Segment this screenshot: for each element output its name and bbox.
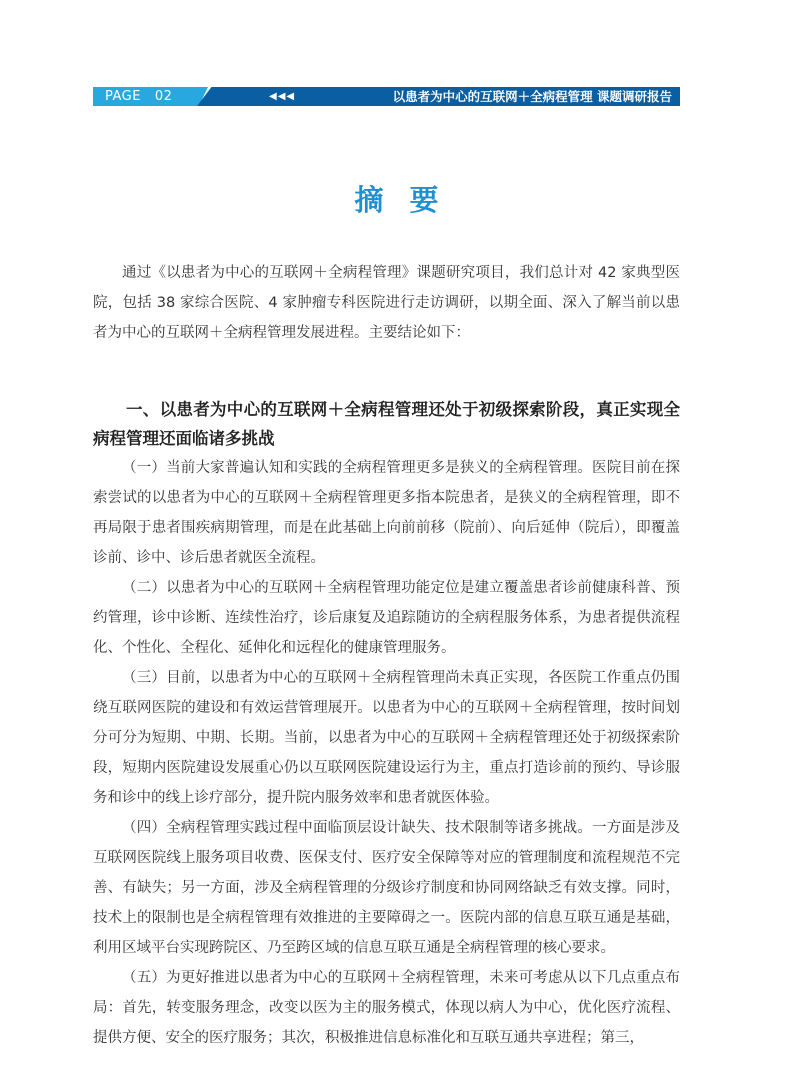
page-header xyxy=(93,87,680,106)
intro-paragraph: 通过《以患者为中心的互联网＋全病程管理》课题研究项目，我们总计对 42 家典型医院，包括 38 家综合医院、4 家肿瘤专科医院进行走访调研，以期全面、深入了解当前以患者为中心的互联网＋全病程管理发展进程。主要结论如下： xyxy=(93,265,681,341)
paragraph-5: （五）为更好推进以患者为中心的互联网＋全病程管理，未来可考虑从以下几点重点布局：首先，转变服务理念，改变以医为主的服务模式，体现以病人为中心，优化医疗流程、提供方便、安全的医疗服务；其次，积极推进信息标准化和互联互通共享进程；第三， xyxy=(93,970,680,1046)
report-title: 以患者为中心的互联网＋全病程管理 课题调研报告 xyxy=(392,89,672,104)
page-number-label: PAGE 02 xyxy=(105,89,173,104)
paragraph-2: （二）以患者为中心的互联网＋全病程管理功能定位是建立覆盖患者诊前健康科普、预约管理，诊中诊断、连续性治疗，诊后康复及追踪随访的全病程服务体系，为患者提供流程化、个性化、全程化、延伸化和远程化的健康管理服务。 xyxy=(93,580,680,656)
page-title: 摘要 xyxy=(354,183,465,217)
paragraph-3: （三）目前，以患者为中心的互联网＋全病程管理尚未真正实现，各医院工作重点仍围绕互联网医院的建设和有效运营管理展开。以患者为中心的互联网＋全病程管理，按时间划分可分为短期、中期、长期。当前，以患者为中心的互联网＋全病程管理还处于初级探索阶段，短期内医院建设发展重心仍以互联网医院建设运行为主，重点打造诊前的预约、导诊服务和诊中的线上诊疗部分，提升院内服务效率和患者就医体验。 xyxy=(93,670,680,806)
paragraph-4: （四）全病程管理实践过程中面临顶层设计缺失、技术限制等诸多挑战。一方面是涉及互联网医院线上服务项目收费、医保支付、医疗安全保障等对应的管理制度和流程规范不完善、有缺失；另一方面，涉及全病程管理的分级诊疗制度和协同网络缺乏有效支撑。同时，技术上的限制也是全病程管理有效推进的主要障碍之一。医院内部的信息互联互通是基础，利用区域平台实现跨院区、乃至跨区域的信息互联互通是全病程管理的核心要求。 xyxy=(93,820,680,956)
abstract-body xyxy=(93,258,680,1053)
section-heading: 一、以患者为中心的互联网＋全病程管理还处于初级探索阶段，真正实现全病程管理还面临诸多挑战 xyxy=(93,400,680,448)
triple-arrow-icon: ◀◀◀ xyxy=(269,91,296,102)
paragraph-1: （一）当前大家普遍认知和实践的全病程管理更多是狭义的全病程管理。医院目前在探索尝试的以患者为中心的互联网＋全病程管理更多指本院患者，是狭义的全病程管理，即不再局限于患者围疾病期管理，而是在此基础上向前前移（院前）、向后延伸（院后），即覆盖诊前、诊中、诊后患者就医全流程。 xyxy=(93,460,680,566)
